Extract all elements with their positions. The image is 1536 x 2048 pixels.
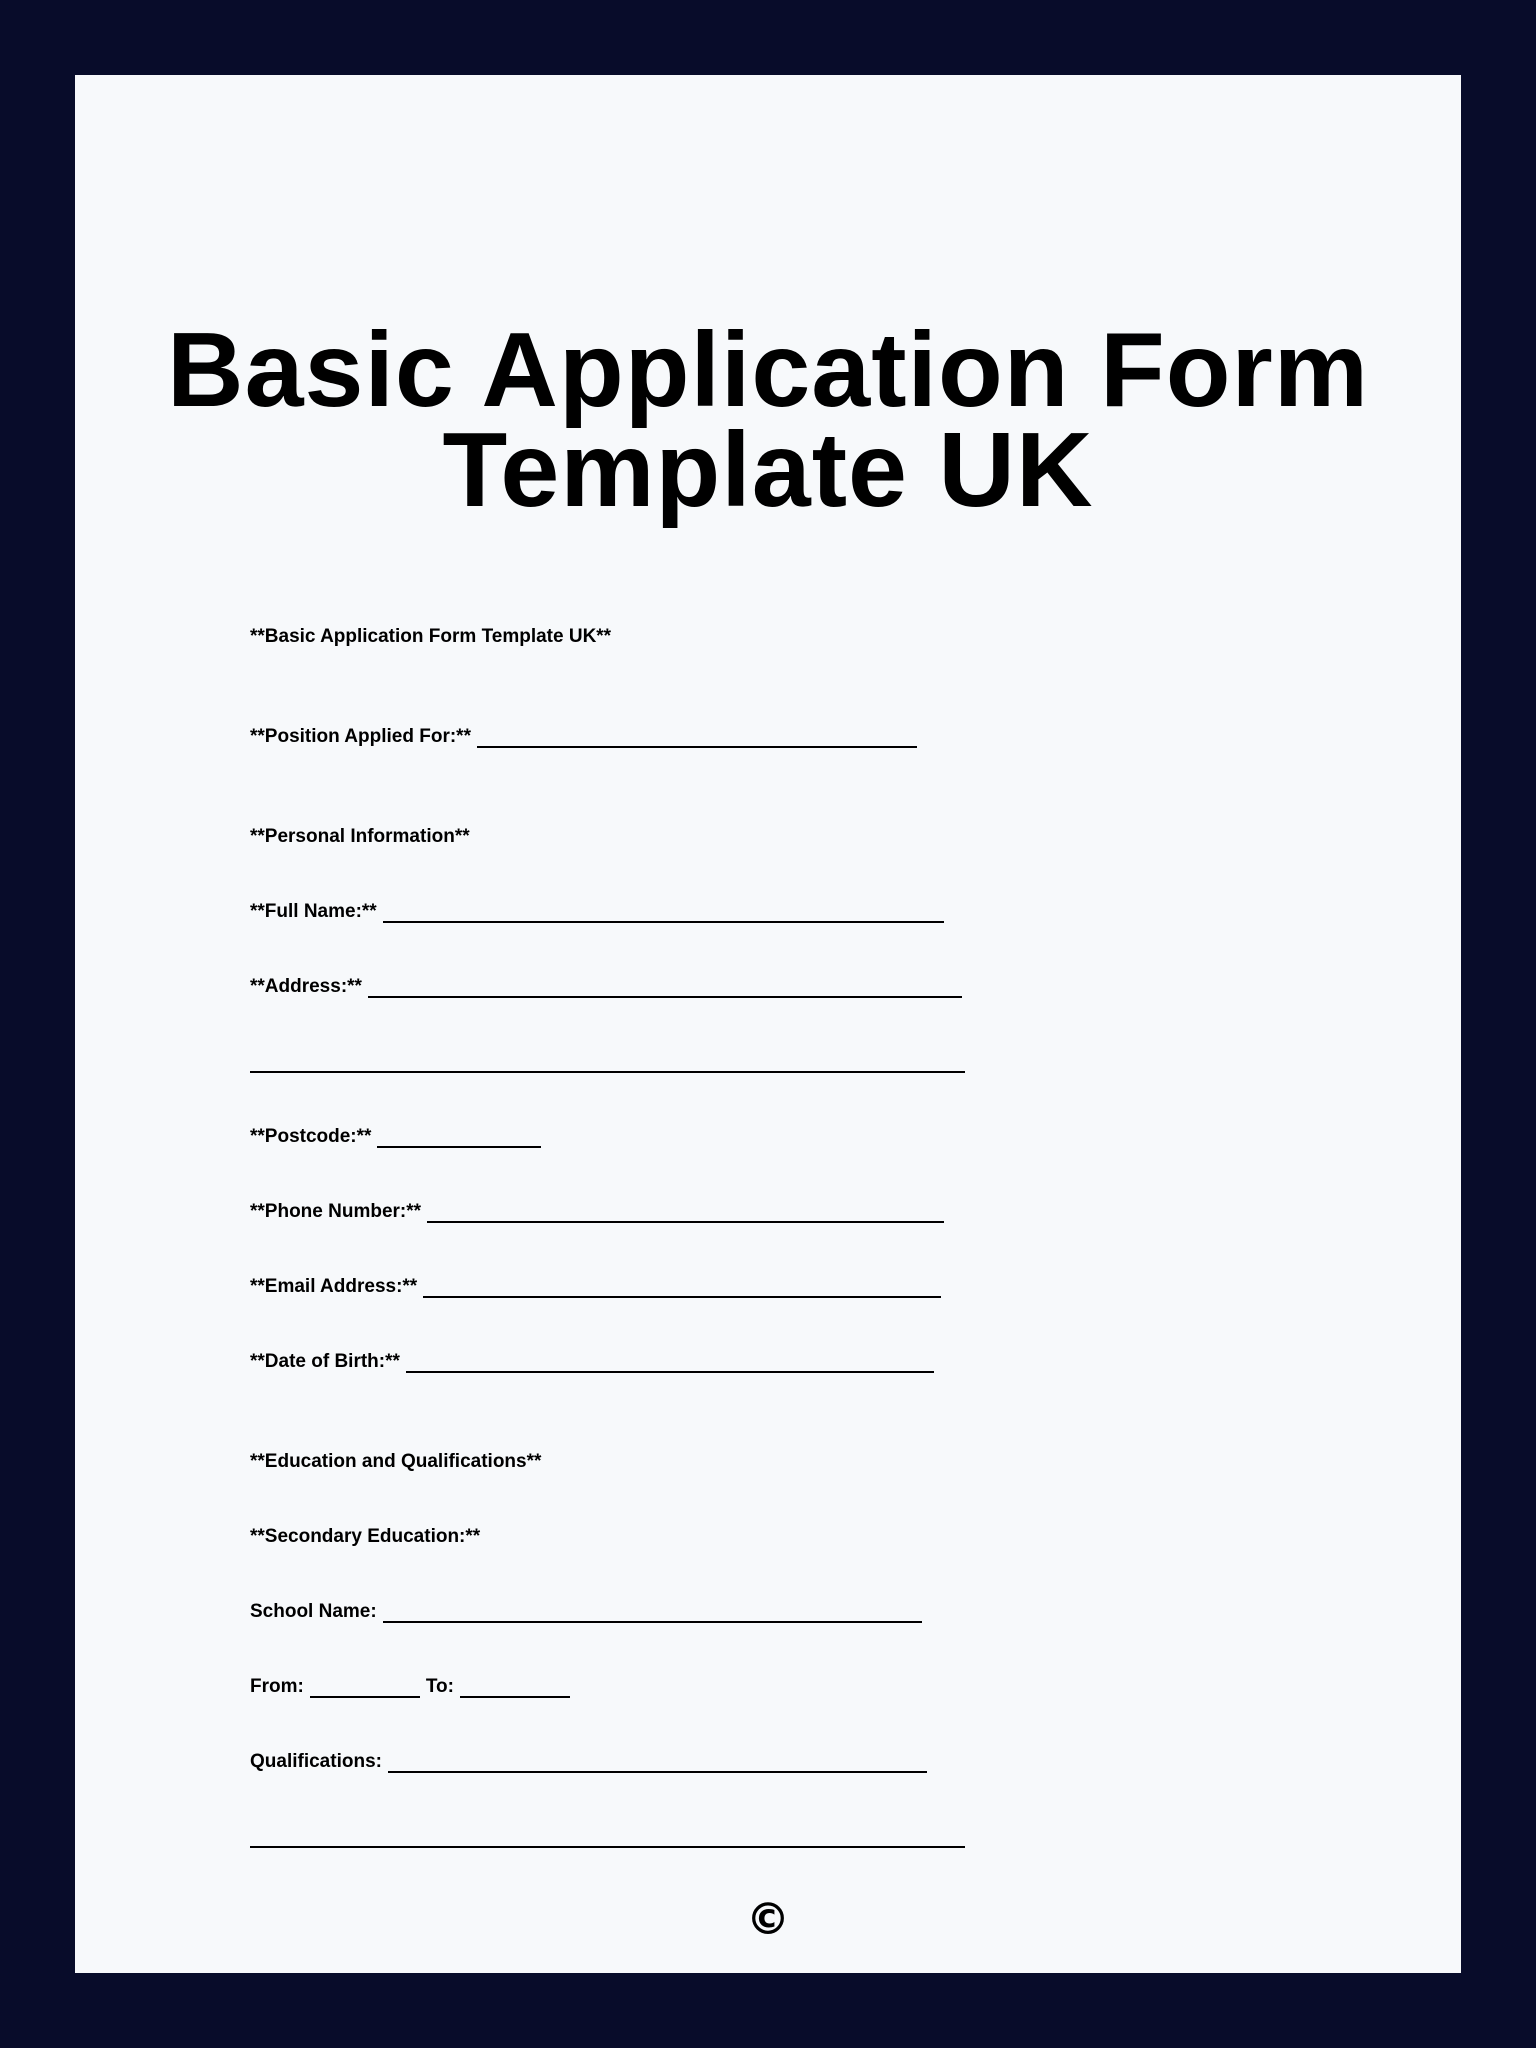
full-name-row — [250, 895, 944, 923]
qualifications-continuation-row — [250, 1820, 965, 1848]
dob-row — [250, 1345, 934, 1373]
email-row — [250, 1270, 941, 1298]
phone-label: **Phone Number:** — [250, 1201, 422, 1222]
qualifications-row — [250, 1745, 927, 1773]
position-applied-label: **Position Applied For:** — [250, 726, 471, 747]
from-label: From: — [250, 1676, 304, 1697]
address-continuation-row — [250, 1045, 965, 1073]
education-heading — [250, 1445, 541, 1473]
copyright-icon: © — [746, 1894, 790, 1945]
qualifications-label: Qualifications: — [250, 1751, 382, 1772]
form-heading — [250, 620, 611, 648]
school-name-field[interactable] — [383, 1620, 922, 1623]
qualifications-field-line-2[interactable] — [250, 1845, 965, 1848]
secondary-education-heading — [250, 1520, 480, 1548]
dates-row — [250, 1670, 570, 1698]
secondary-education-heading-text: **Secondary Education:** — [250, 1526, 481, 1547]
address-label: **Address:** — [250, 976, 362, 997]
full-name-field[interactable] — [383, 920, 944, 923]
address-field-line-1[interactable] — [368, 995, 962, 998]
school-name-label: School Name: — [250, 1601, 377, 1622]
document-page — [75, 75, 1461, 1973]
from-field[interactable] — [310, 1695, 420, 1698]
qualifications-field-line-1[interactable] — [388, 1770, 927, 1773]
position-applied-row — [250, 720, 917, 748]
postcode-row — [250, 1120, 541, 1148]
personal-info-heading-text: **Personal Information** — [250, 826, 470, 847]
address-row — [250, 970, 962, 998]
dob-field[interactable] — [406, 1370, 934, 1373]
full-name-label: **Full Name:** — [250, 901, 377, 922]
phone-field[interactable] — [427, 1220, 944, 1223]
email-label: **Email Address:** — [250, 1276, 418, 1297]
position-applied-field[interactable] — [477, 745, 917, 748]
school-name-row — [250, 1595, 922, 1623]
postcode-field[interactable] — [377, 1145, 541, 1148]
personal-info-heading — [250, 820, 470, 848]
email-field[interactable] — [423, 1295, 941, 1298]
education-heading-text: **Education and Qualifications** — [250, 1451, 542, 1472]
dob-label: **Date of Birth:** — [250, 1351, 400, 1372]
address-field-line-2[interactable] — [250, 1070, 965, 1073]
to-field[interactable] — [460, 1695, 570, 1698]
form-heading-text: **Basic Application Form Template UK** — [250, 626, 612, 647]
postcode-label: **Postcode:** — [250, 1126, 372, 1147]
to-label: To: — [425, 1676, 454, 1697]
page-title: Basic Application Form Template UK — [167, 311, 1369, 529]
phone-row — [250, 1195, 944, 1223]
